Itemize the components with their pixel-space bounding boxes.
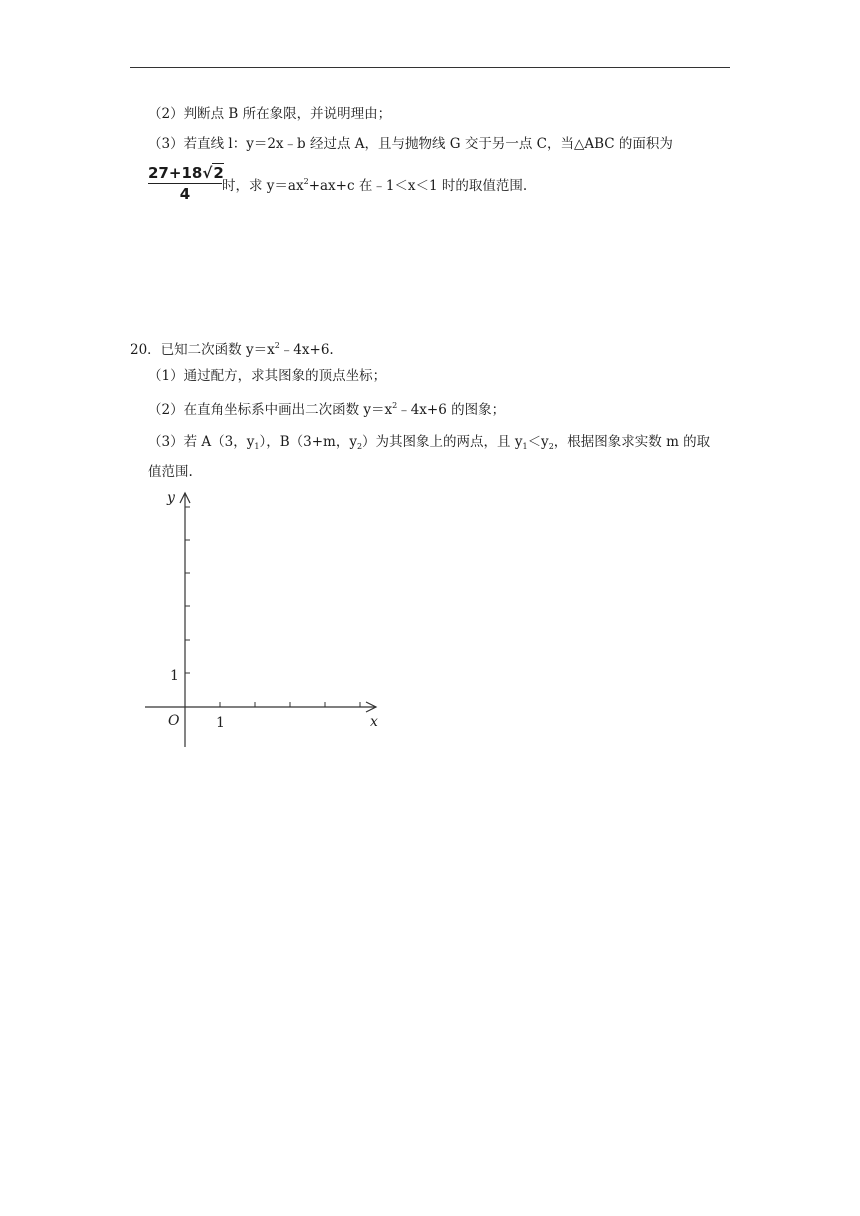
x-axis-label: x <box>370 714 378 730</box>
p20-part1: （1）通过配方，求其图象的顶点坐标； <box>148 368 387 384</box>
fraction-denominator: 4 <box>179 185 191 203</box>
x-tick-label: 1 <box>216 715 225 731</box>
y-axis-label: y <box>167 490 175 506</box>
fraction-numerator: 27+18√2 <box>148 164 224 182</box>
p19-part3-line1: （3）若直线 l：y＝2x﹣b 经过点 A，且与抛物线 G 交于另一点 C，当△ABC 的面积为 <box>148 136 673 152</box>
area-fraction <box>148 164 222 204</box>
p19-part2: （2）判断点 B 所在象限，并说明理由； <box>148 106 392 122</box>
p20-part3-line1: （3）若 A（3，$y_1$），B（3+m，$y_2$）为其图象上的两点，且 $y_1<y_2$，根据图象求实数 m 的取 <box>148 434 711 451</box>
origin-label: O <box>168 713 180 729</box>
coordinate-axes <box>140 485 390 755</box>
p20-title: 20．已知二次函数 $y=x^2﹣4x+6$. <box>130 341 334 358</box>
y-tick-label: 1 <box>170 668 179 684</box>
p19-part3-line2: 时，求 $y=ax^2+ax+c$ 在﹣1＜x＜1 时的取值范围. <box>222 177 528 194</box>
p20-part2: （2）在直角坐标系中画出二次函数 $y=x^2﹣4x+6$ 的图象； <box>148 401 506 418</box>
sqrt-radicand: 2 <box>213 164 224 182</box>
header-rule <box>130 67 730 68</box>
p20-part3-line2: 值范围. <box>148 464 193 480</box>
